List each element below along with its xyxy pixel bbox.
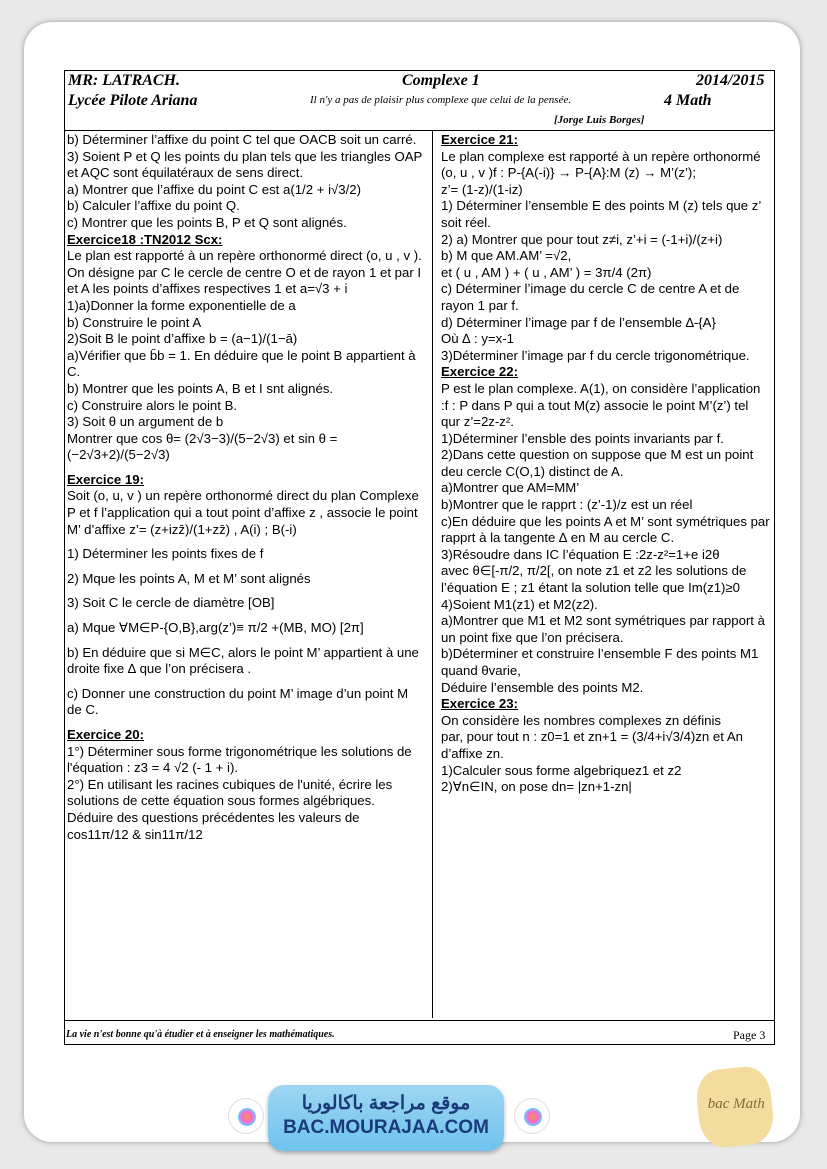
exercise-text: 3)Déterminer l’image par f du cercle trigonométrique.	[441, 347, 750, 363]
column-divider	[432, 130, 433, 1018]
exercise-text: b) En déduire que si M∈C, alors le point M’ appartient à une droite fixe ∆ que l’on précisera .	[67, 644, 419, 677]
exercise-title: Exercice 19:	[67, 471, 144, 487]
exercise-text: a)Montrer que M1 et M2 sont symétriques par rapport à un point fixe que l’on précisera.	[441, 613, 765, 645]
bac-math-logo	[694, 1064, 776, 1149]
exercise-text: l’équation E ; z1 étant la solution telle que Im(z1)≥0	[441, 580, 740, 596]
spacer	[67, 612, 423, 620]
exercise-text: b) Déterminer l’affixe du point C tel que OACB soit un carré.	[67, 132, 417, 147]
spacer	[67, 637, 423, 645]
exercise-text: d) Déterminer l’image par f de l’ensemble ∆-{A}	[441, 314, 716, 330]
exercise-text: a) Mque ∀M∈P-{O,B},arg(z’)≡ π/2 +(MB, MO) [2π]	[67, 620, 364, 636]
exercise-text: a)Montrer que AM=MM’	[441, 480, 580, 496]
exercise-text: P est le plan complexe. A(1), on considère l’application :f : P dans P qui a tout M(z) associe le point M’(z’) tel qur z’=2z-z².	[441, 380, 761, 430]
exercise-text: Soit (o, u, v ) un repère orthonormé direct du plan Complexe P et f l’application qui a tout point d’affixe z , associe le point M’ d’affixe z’= (z+izz̄)/(1+zz̄) , A(i) ; B(-i)	[67, 488, 419, 537]
exercise-text: Déduire l’ensemble des points M2.	[441, 679, 644, 695]
exercise-text: b) Calculer l’affixe du point Q.	[67, 198, 240, 214]
footer-divider	[64, 1020, 775, 1021]
spacer	[67, 678, 423, 686]
exercise-text: d’affixe zn.	[441, 745, 504, 761]
exercise-text: On considère les nombres complexes zn définis	[441, 712, 722, 728]
spacer	[67, 464, 423, 472]
exercise-text: c) Construire alors le point B.	[67, 397, 238, 413]
exercise-text: b)Montrer que le rapprt : (z’-1)/z est un réel	[441, 497, 693, 513]
exercise-text: b)Déterminer et construire l’ensemble F des points M1 quand θvarie,	[441, 646, 759, 678]
exercise-text: 3) Soit C le cercle de diamètre [OB]	[67, 595, 275, 611]
site-banner[interactable]	[268, 1085, 504, 1151]
exercise-text: 1)Calculer sous forme algebriquez1 et z2	[441, 762, 682, 778]
header-quote: Il n'y a pas de plaisir plus complexe que celui de la pensée.	[310, 94, 572, 106]
exercise-text: 3) Soient P et Q les points du plan tels que les triangles OAP et AQC sont équilatéraux de sens direct.	[67, 148, 423, 181]
school-year: 2014/2015	[696, 72, 765, 89]
spacer	[67, 538, 423, 546]
footer-motto: La vie n'est bonne qu'à étudier et à enseigner les mathématiques.	[66, 1029, 335, 1040]
exercise-text: a)Vérifier que b̄b = 1. En déduire que le point B appartient à C.	[67, 347, 416, 380]
page-number: Page 3	[733, 1028, 766, 1042]
right-column	[441, 132, 771, 796]
exercise-title: Exercice 21:	[441, 132, 518, 147]
document-title: Complexe 1	[402, 72, 480, 89]
exercise-text: c) Déterminer l’image du cercle C de centre A et de rayon 1 par f.	[441, 281, 740, 313]
exercise-text: 1)Déterminer l’ensble des points invariants par f.	[441, 430, 724, 446]
exercise-text: Où ∆ : y=x-1	[441, 331, 514, 347]
exercise-text: Le plan complexe est rapporté à un repère orthonormé	[441, 148, 761, 164]
exercise-text: Montrer que cos θ= (2√3−3)/(5−2√3) et sin θ = (−2√3+2)/(5−2√3)	[67, 430, 338, 463]
exercise-text: 2°) En utilisant les racines cubiques de l'unité, écrire les solutions de cette équation sous formes algébriques. Déduire des questions précédentes les valeurs de cos11π/12 & sin11π/12	[67, 776, 393, 842]
logo-text: bac Math	[707, 1095, 765, 1112]
exercise-text: 2)Dans cette question on suppose que M est un point deu cercle C(O,1) distinct de A.	[441, 447, 754, 479]
exercise-title: Exercice 22:	[441, 364, 518, 380]
exercise-text: 1) Déterminer les points fixes de f	[67, 546, 264, 562]
exercise-text: 2)Soit B le point d’affixe b = (a−1)/(1−ā)	[67, 331, 298, 347]
spacer	[67, 587, 423, 595]
spacer	[67, 563, 423, 571]
left-column	[67, 132, 423, 843]
exercise-text: b) M que AM.AM’ =√2,	[441, 248, 572, 264]
exercise-text: (o, u , v )f : P-{A(-i)} → P-{A}:M (z) → M’(z’);	[441, 165, 696, 181]
exercise-text: avec θ∈[-π/2, π/2[, on note z1 et z2 les solutions de	[441, 563, 747, 579]
exercise-text: z’= (1-z)/(1-iz)	[441, 181, 523, 197]
exercise-title: Exercice 23:	[441, 696, 518, 712]
document-header	[64, 70, 775, 130]
site-logo-right-icon	[514, 1098, 550, 1134]
exercise-text: 1)a)Donner la forme exponentielle de a	[67, 297, 296, 313]
exercise-text: 2) a) Montrer que pour tout z≠i, z’+i = (-1+i)/(z+i)	[441, 231, 723, 247]
exercise-text: a) Montrer que l’affixe du point C est a(1/2 + i√3/2)	[67, 181, 361, 197]
exercise-text: par, pour tout n : z0=1 et zn+1 = (3/4+i√3/4)zn et An	[441, 729, 743, 745]
spacer	[67, 719, 423, 727]
class-level: 4 Math	[664, 92, 712, 109]
exercise-title: Exercice18 :TN2012 Scx:	[67, 231, 223, 247]
quote-author: [Jorge Luis Borges]	[554, 114, 645, 126]
exercise-text: On désigne par C le cercle de centre O et de rayon 1 et par I et A les points d’affixes respectives 1 et a=√3 + i	[67, 264, 422, 297]
exercise-text: 2) Mque les points A, M et M’ sont alignés	[67, 570, 311, 586]
exercise-text: b) Montrer que les points A, B et I snt alignés.	[67, 380, 334, 396]
exercise-title: Exercice 20:	[67, 727, 144, 742]
banner-arabic-text: موقع مراجعة باكالوريا	[301, 1093, 471, 1114]
exercise-text: c) Montrer que les points B, P et Q sont alignés.	[67, 214, 347, 230]
exercise-text: 1) Déterminer l’ensemble E des points M (z) tels que z’ soit réel.	[441, 198, 761, 230]
exercise-text: Le plan est rapporté à un repère orthonormé direct (o, u , v ).	[67, 248, 422, 264]
school-name: Lycée Pilote Ariana	[68, 92, 198, 109]
exercise-text: 4)Soient M1(z1) et M2(z2).	[441, 596, 598, 612]
teacher-name: MR: LATRACH.	[68, 72, 181, 89]
exercise-text: et ( u , AM ) + ( u , AM’ ) = 3π/4 (2π)	[441, 264, 652, 280]
site-logo-left-icon	[228, 1098, 264, 1134]
header-divider	[64, 130, 775, 131]
exercise-text: c)En déduire que les points A et M’ sont symétriques par rapprt à la tangente ∆ en M au cercle C.	[441, 513, 770, 546]
exercise-text: 3)Résoudre dans IC l’équation E :2z-z²=1+e i2θ	[441, 546, 720, 562]
exercise-text: 1°) Déterminer sous forme trigonométrique les solutions de l'équation : z3 = 4 √2 (- 1 + i).	[67, 743, 412, 776]
banner-site-link[interactable]: BAC.MOURAJAA.COM	[283, 1117, 489, 1138]
exercise-text: b) Construire le point A	[67, 314, 202, 330]
exercise-text: 2)∀n∈IN, on pose dn= |zn+1-zn|	[441, 779, 632, 795]
exercise-text: c) Donner une construction du point M’ image d’un point M de C.	[67, 685, 409, 718]
exercise-text: 3) Soit θ un argument de b	[67, 414, 224, 430]
